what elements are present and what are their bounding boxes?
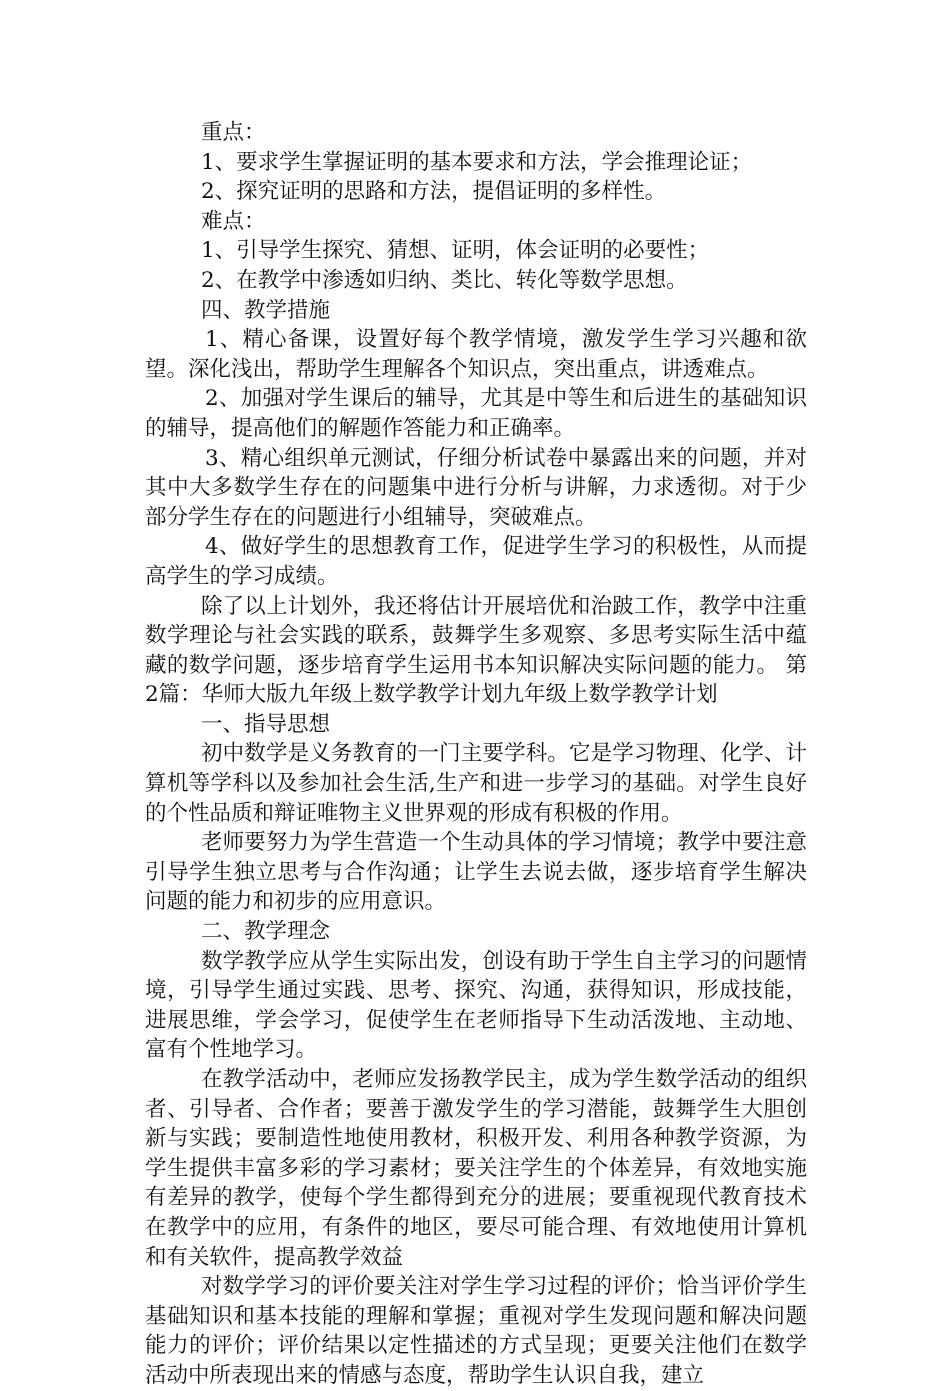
section-heading-guiding-thought: 一、指导思想: [201, 711, 331, 737]
body-paragraph: 除了以上计划外，我还将估计开展培优和治跛工作，教学中注重数学理论与社会实践的联系，鼓舞学生多观察、多思考实际生活中蕴藏的数学问题，逐步培育学生运用书本知识解决实际问题的能力。 第2篇：华师大版九年级上数学教学计划九年级上数学教学计划: [145, 593, 807, 708]
key-point-item: 2、探究证明的思路和方法，提倡证明的多样性。: [201, 179, 667, 205]
measure-paragraph: 4、做好学生的思想教育工作，促进学生学习的积极性，从而提高学生的学习成绩。: [145, 534, 807, 589]
difficulty-item: 1、引导学生探究、猜想、证明，体会证明的必要性；: [201, 238, 710, 264]
difficulty-item: 2、在教学中渗透如归纳、类比、转化等数学思想。: [201, 267, 688, 293]
document-body: [145, 118, 807, 1391]
body-paragraph: 初中数学是义务教育的一门主要学科。它是学习物理、化学、计算机等学科以及参加社会生活,生产和进一步学习的基础。对学生良好的个性品质和辩证唯物主义世界观的形成有积极的作用。: [145, 741, 807, 826]
key-point-item: 1、要求学生掌握证明的基本要求和方法，学会推理论证；: [201, 149, 753, 175]
body-paragraph: 在教学活动中，老师应发扬教学民主，成为学生数学活动的组织者、引导者、合作者；要善于激发学生的学习潜能，鼓舞学生大胆创新与实践；要制造性地使用教材，积极开发、利用各种教学资源，为学生提供丰富多彩的学习素材；要关注学生的个体差异，有效地实施有差异的教学，使每个学生都得到充分的进展；要重视现代教育技术在教学中的应用，有条件的地区，要尽可能合理、有效地使用计算机和有关软件，提高教学效益: [145, 1067, 807, 1270]
body-paragraph: 对数学学习的评价要关注对学生学习过程的评价；恰当评价学生基础知识和基本技能的理解和掌握；重视对学生发现问题和解决问题能力的评价；评价结果以定性描述的方式呈现；更要关注他们在数学活动中所表现出来的情感与态度，帮助学生认识自我，建立: [145, 1274, 807, 1388]
measure-paragraph: 3、精心组织单元测试，仔细分析试卷中暴露出来的问题，并对其中大多数学生存在的问题集中进行分析与讲解，力求透彻。对于少部分学生存在的问题进行小组辅导，突破难点。: [145, 445, 807, 530]
section-heading-teaching-philosophy: 二、教学理念: [201, 919, 331, 945]
section-heading-teaching-measures: 四、教学措施: [201, 297, 331, 323]
measure-paragraph: 2、加强对学生课后的辅导，尤其是中等生和后进生的基础知识的辅导，提高他们的解题作答能力和正确率。: [145, 386, 807, 441]
body-paragraph: 老师要努力为学生营造一个生动具体的学习情境；教学中要注意引导学生独立思考与合作沟通；让学生去说去做，逐步培育学生解决问题的能力和初步的应用意识。: [145, 830, 807, 915]
body-paragraph: 数学教学应从学生实际出发，创设有助于学生自主学习的问题情境，引导学生通过实践、思考、探究、沟通，获得知识，形成技能，进展思维，学会学习，促使学生在老师指导下生动活泼地、主动地、富有个性地学习。: [145, 948, 807, 1063]
heading-difficulties: 难点：: [201, 208, 266, 234]
measure-paragraph: 1、精心备课，设置好每个教学情境，激发学生学习兴趣和欲望。深化浅出，帮助学生理解各个知识点，突出重点，讲透难点。: [145, 327, 807, 382]
heading-key-points: 重点：: [201, 120, 266, 145]
